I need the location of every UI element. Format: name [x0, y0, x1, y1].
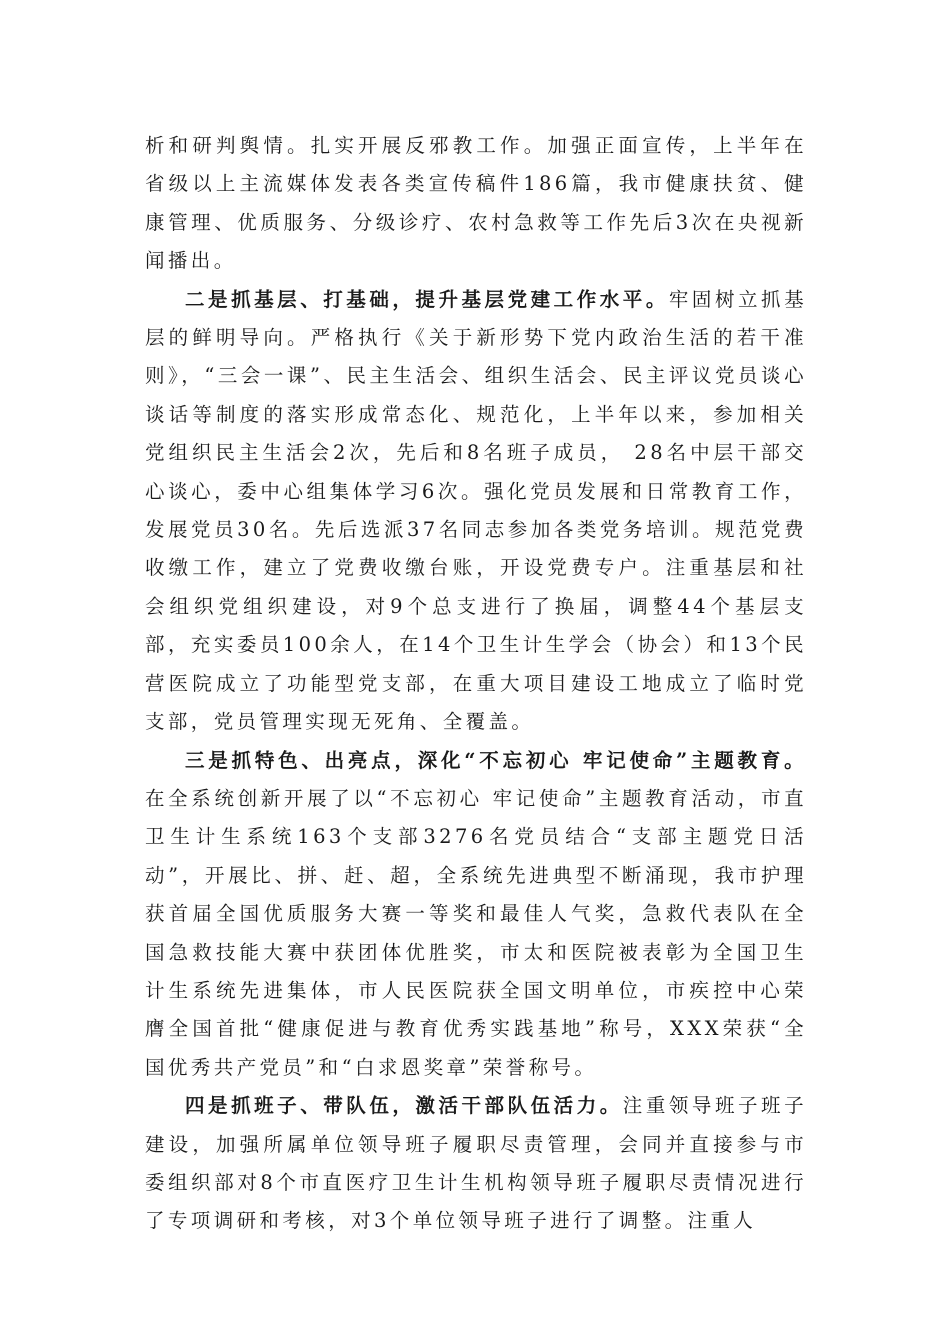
paragraph-text: 注重领导班子班子建设，加强所属单位领导班子履职尽责管理，会同并直接参与市委组织部对8个市直医疗卫生计生机构领导班子履职尽责情况进行了专项调研和考核，对3个单位领导班子进行了调整。注重人	[145, 1094, 807, 1233]
paragraph-grassroots-party-building	[145, 281, 807, 742]
paragraph-leadership-team	[145, 1087, 807, 1241]
paragraph-theme-education	[145, 742, 807, 1088]
paragraph-heading: 二是抓基层、打基础，提升基层党建工作水平。	[185, 287, 669, 311]
paragraph-text: 牢固树立抓基层的鲜明导向。严格执行《关于新形势下党内政治生活的若干准则》，“三会一课”、民主生活会、组织生活会、民主评议党员谈心谈话等制度的落实形成常态化、规范化，上半年以来，参加相关党组织民主生活会2次，先后和8名班子成员， 28名中层干部交心谈心，委中心组集体学习6次。强化党员发展和日常教育工作，发展党员30名。先后选派37名同志参加各类党务培训。规范党费收缴工作，建立了党费收缴台账，开设党费专户。注重基层和社会组织党组织建设，对9个总支进行了换届，调整44个基层支部，充实委员100余人，在14个卫生计生学会（协会）和13个民营医院成立了功能型党支部，在重大项目建设工地成立了临时党支部，党员管理实现无死角、全覆盖。	[145, 287, 808, 734]
paragraph-heading: 四是抓班子、带队伍，激活干部队伍活力。	[185, 1094, 623, 1118]
paragraph-heading: 三是抓特色、出亮点，深化“不忘初心 牢记使命”主题教育。	[185, 748, 807, 772]
document-page	[145, 127, 807, 1241]
paragraph-continuation	[145, 127, 807, 281]
paragraph-text: 析和研判舆情。扎实开展反邪教工作。加强正面宣传，上半年在省级以上主流媒体发表各类宣传稿件186篇，我市健康扶贫、健康管理、优质服务、分级诊疗、农村急救等工作先后3次在央视新闻播出。	[145, 134, 807, 273]
paragraph-text: 在全系统创新开展了以“不忘初心 牢记使命”主题教育活动，市直卫生计生系统163个支部3276名党员结合“支部主题党日活动”，开展比、拼、赶、超，全系统先进典型不断涌现，我市护理获首届全国优质服务大赛一等奖和最佳人气奖，急救代表队在全国急救技能大赛中获团体优胜奖，市太和医院被表彰为全国卫生计生系统先进集体，市人民医院获全国文明单位，市疾控中心荣膺全国首批“健康促进与教育优秀实践基地”称号，XXX荣获“全国优秀共产党员”和“白求恩奖章”荣誉称号。	[145, 786, 807, 1079]
